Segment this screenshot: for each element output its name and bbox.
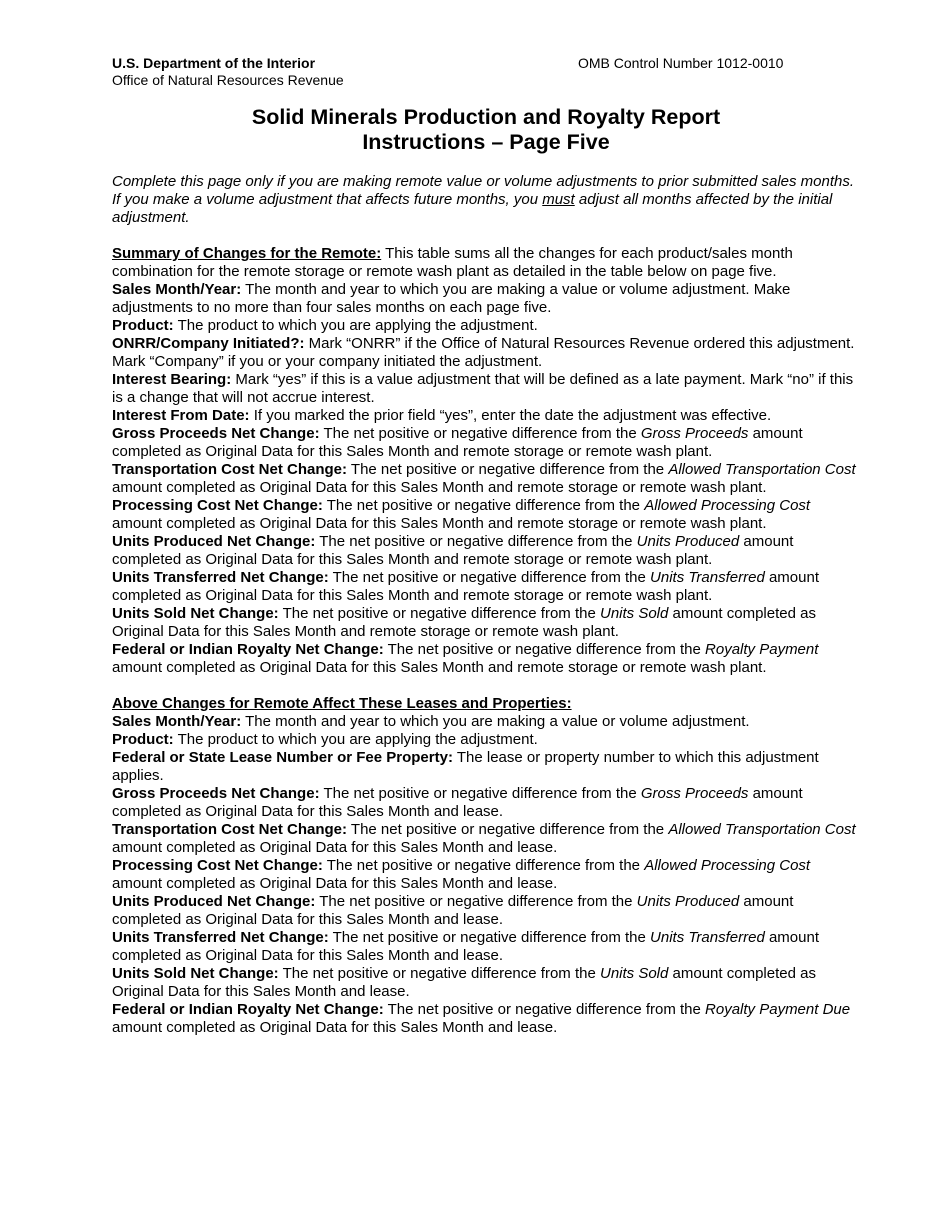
summary-heading-paragraph: Summary of Changes for the Remote: This table sums all the changes for each product/sales month combination for the remote storage or remote wash plant as detailed in the table below on page five. [112,245,793,280]
title-line-2: Instructions – Page Five [362,130,610,154]
leases-sales-month: Sales Month/Year: The month and year to which you are making a value or volume adjustment. [112,713,750,730]
summary-gross-proceeds: Gross Proceeds Net Change: The net positive or negative difference from the Gross Proceeds amount completed as Original Data for this Sales Month and remote storage or remote wash plant. [112,425,803,460]
agency-header [112,55,344,89]
omb-control-number: OMB Control Number 1012-0010 [578,55,784,71]
summary-interest-bearing: Interest Bearing: Mark “yes” if this is a value adjustment that will be defined as a late payment. Mark “no” if this is a change that will not accrue interest. [112,371,854,406]
page-title [0,105,950,155]
leases-section [112,695,864,1037]
department-name: U.S. Department of the Interior [112,55,316,71]
leases-product: Product: The product to which you are applying the adjustment. [112,731,538,748]
summary-processing: Processing Cost Net Change: The net positive or negative difference from the Allowed Processing Cost amount completed as Original Data for this Sales Month and remote storage or remote wash plant. [112,497,811,532]
summary-royalty: Federal or Indian Royalty Net Change: The net positive or negative difference from the Royalty Payment amount completed as Original Data for this Sales Month and remote storage or remote wash plant. [112,641,819,676]
must-emphasis: must [542,191,575,208]
summary-transportation: Transportation Cost Net Change: The net positive or negative difference from the Allowed Transportation Cost amount completed as Original Data for this Sales Month and remote storage or remote wash plant. [112,461,856,496]
summary-section [112,245,864,677]
leases-units-produced: Units Produced Net Change: The net positive or negative difference from the Units Produced amount completed as Original Data for this Sales Month and lease. [112,893,794,928]
leases-gross-proceeds: Gross Proceeds Net Change: The net positive or negative difference from the Gross Proceeds amount completed as Original Data for this Sales Month and lease. [112,785,803,820]
leases-units-sold: Units Sold Net Change: The net positive or negative difference from the Units Sold amount completed as Original Data for this Sales Month and lease. [112,965,816,1000]
leases-lease-number: Federal or State Lease Number or Fee Property: The lease or property number to which this adjustment applies. [112,749,819,784]
leases-transportation: Transportation Cost Net Change: The net positive or negative difference from the Allowed Transportation Cost amount completed as Original Data for this Sales Month and lease. [112,821,856,856]
summary-onrr-company: ONRR/Company Initiated?: Mark “ONRR” if the Office of Natural Resources Revenue ordered this adjustment. Mark “Company” if you or your company initiated the adjustment. [112,335,855,370]
title-line-1: Solid Minerals Production and Royalty Report [251,105,721,129]
leases-heading: Above Changes for Remote Affect These Leases and Properties: [112,695,572,712]
summary-units-sold: Units Sold Net Change: The net positive or negative difference from the Units Sold amount completed as Original Data for this Sales Month and remote storage or remote wash plant. [112,605,816,640]
summary-product: Product: The product to which you are applying the adjustment. [112,317,538,334]
leases-royalty: Federal or Indian Royalty Net Change: The net positive or negative difference from the Royalty Payment Due amount completed as Original Data for this Sales Month and lease. [112,1001,851,1036]
summary-units-produced: Units Produced Net Change: The net positive or negative difference from the Units Produced amount completed as Original Data for this Sales Month and remote storage or remote wash plant. [112,533,794,568]
summary-sales-month: Sales Month/Year: The month and year to which you are making a value or volume adjustment. Make adjustments to no more than four sales months on each page five. [112,281,791,316]
instructions-body [112,173,864,1037]
office-name: Office of Natural Resources Revenue [112,72,344,88]
leases-heading-paragraph [112,695,864,713]
summary-heading: Summary of Changes for the Remote: [112,245,382,262]
leases-processing: Processing Cost Net Change: The net positive or negative difference from the Allowed Processing Cost amount completed as Original Data for this Sales Month and lease. [112,857,811,892]
leases-units-transferred: Units Transferred Net Change: The net positive or negative difference from the Units Transferred amount completed as Original Data for this Sales Month and lease. [112,929,819,964]
summary-units-transferred: Units Transferred Net Change: The net positive or negative difference from the Units Transferred amount completed as Original Data for this Sales Month and remote storage or remote wash plant. [112,569,819,604]
summary-interest-from: Interest From Date: If you marked the prior field “yes”, enter the date the adjustment was effective. [112,407,772,424]
intro-paragraph: Complete this page only if you are making remote value or volume adjustments to prior submitted sales months. If you make a volume adjustment that affects future months, you must adjust all months affected by the initial adjustment. [112,173,855,226]
